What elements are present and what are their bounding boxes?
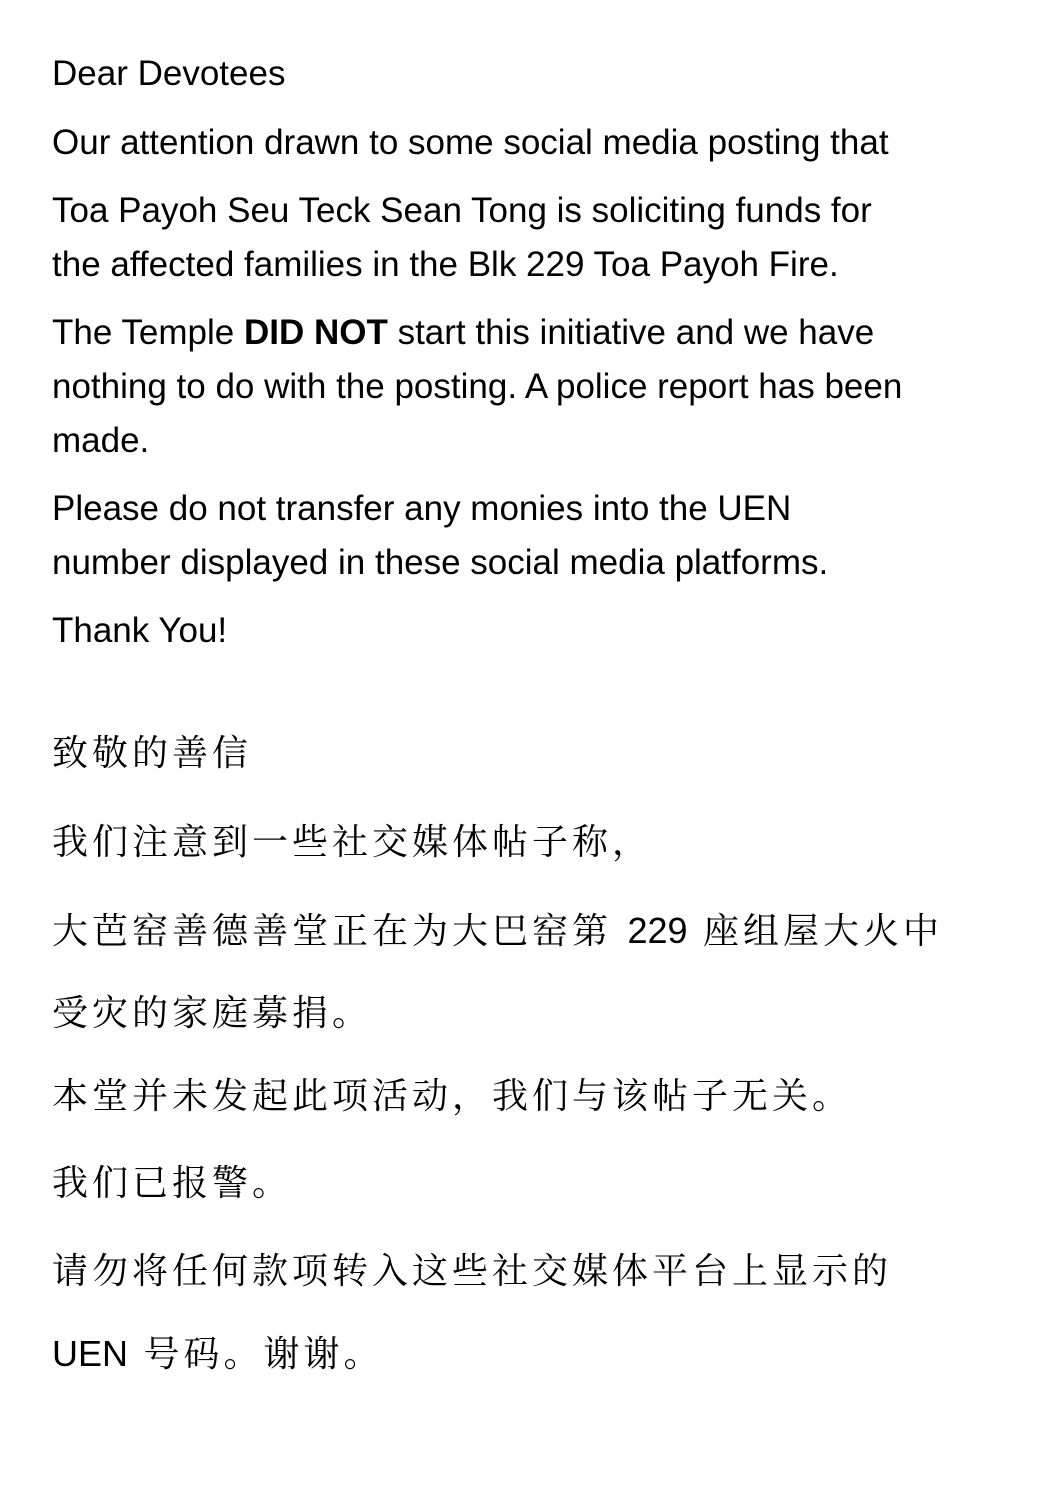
para3-text-after: start this initiative and we have nothing to do with the posting. A police report has been made. [52, 313, 903, 460]
did-not-emphasis: DID NOT [243, 313, 388, 352]
uen-label: UEN [52, 1333, 129, 1374]
english-paragraph-2: Toa Payoh Seu Teck Sean Tong is soliciting funds for the affected families in the Blk 229 Toa Payoh Fire. [52, 191, 872, 284]
english-paragraph-4: Please do not transfer any monies into the UEN number displayed in these social media platforms. [52, 489, 829, 582]
chinese-para5-line-1: 请勿将任何款项转入这些社交媒体平台上显示的 [52, 1251, 893, 1292]
block-number: 229 [627, 910, 688, 951]
english-line-1: Our attention drawn to some social media posting that [52, 123, 889, 162]
chinese-paragraph-5 [52, 1231, 1012, 1396]
chinese-paragraph-2 [52, 890, 1012, 1055]
english-greeting: Dear Devotees [52, 54, 286, 93]
chinese-para2-before: 大芭窑善德善堂正在为大巴窑第 [52, 911, 628, 952]
chinese-para2-after: 座组屋大火中 受灾的家庭募捐。 [52, 911, 943, 1034]
chinese-paragraph-3: 本堂并未发起此项活动，我们与该帖子无关。 [52, 1076, 853, 1117]
english-thanks: Thank You! [52, 611, 228, 650]
chinese-line-1: 我们注意到一些社交媒体帖子称， [52, 822, 653, 863]
chinese-para5-line-2: 号码。谢谢。 [128, 1334, 384, 1375]
chinese-greeting: 致敬的善信 [52, 733, 253, 774]
english-paragraph-3 [52, 306, 1012, 468]
chinese-paragraph-4: 我们已报警。 [52, 1163, 293, 1204]
para3-text-before: The Temple [52, 313, 244, 352]
